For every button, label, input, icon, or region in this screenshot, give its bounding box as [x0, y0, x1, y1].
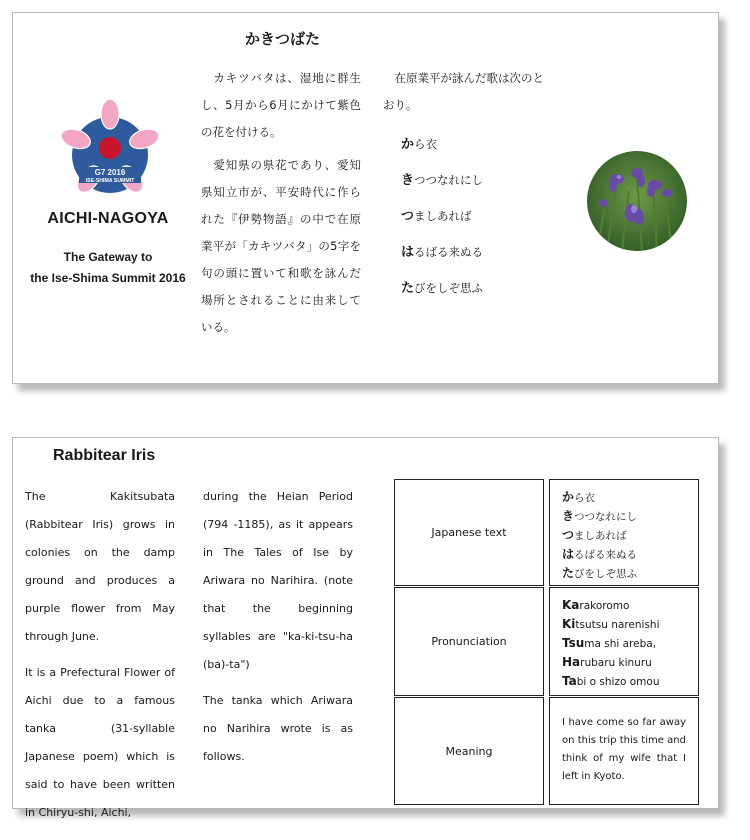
line-rest: rakoromo [579, 600, 630, 612]
gateway-line-1: The Gateway to [63, 250, 153, 264]
poem-line [401, 133, 483, 169]
line-head: た [562, 566, 575, 580]
english-body-column-2 [203, 483, 353, 779]
pronunciation-line [562, 672, 686, 691]
line-head: つ [562, 528, 575, 542]
g7-summit-logo [57, 98, 163, 204]
line-rest: つつなれにし [574, 511, 638, 523]
line-head: Tsu [562, 636, 585, 650]
pronunciation-line [562, 615, 686, 634]
poem-line-head: か [401, 137, 415, 152]
table-label-meaning: Meaning [394, 697, 544, 805]
poem-line [401, 241, 483, 277]
japanese-line [562, 564, 686, 583]
poem-line-rest: るばる来ぬる [414, 245, 484, 259]
meaning-text: I have come so far away on this trip this time and think of my wife that I left in Kyoto. [562, 717, 686, 782]
japanese-poem-intro: 在原業平が詠んだ歌は次のとおり。 [383, 71, 544, 112]
poem-line-rest: びをしぞ思ふ [414, 281, 484, 295]
japanese-info-card [12, 12, 719, 384]
line-head: Ta [562, 674, 577, 688]
japanese-line [562, 488, 686, 507]
line-rest: tsutsu narenishi [575, 619, 660, 631]
english-body-column-1 [25, 483, 175, 835]
line-rest: るばる来ぬる [574, 549, 638, 561]
poem-line-head: た [401, 281, 415, 296]
poem-line [401, 169, 483, 205]
line-head: Ka [562, 598, 580, 612]
poem-line-rest: ましあれば [414, 209, 472, 223]
english-title: Rabbitear Iris [53, 447, 156, 464]
gateway-caption [13, 247, 203, 289]
poem-line-head: き [401, 173, 415, 188]
table-label-japanese: Japanese text [394, 479, 544, 586]
japanese-poem [401, 133, 483, 313]
poem-line [401, 205, 483, 241]
logo-summit-text: ISE-SHIMA SUMMIT [85, 178, 135, 184]
line-head: き [562, 509, 575, 523]
city-title: AICHI-NAGOYA [47, 210, 169, 227]
line-rest: ら衣 [574, 492, 596, 504]
table-label-pronunciation: Pronunciation [394, 587, 544, 696]
japanese-paragraph-1: カキツバタは、湿地に群生し、5月から6月にかけて紫色の花を付ける。 [201, 71, 361, 139]
line-rest: rubaru kinuru [580, 657, 652, 669]
english-info-card [12, 437, 719, 819]
japanese-line [562, 545, 686, 564]
japanese-body-column [201, 65, 361, 347]
japanese-poem-column [383, 65, 553, 119]
english-paragraph: It is a Prefectural Flower of Aichi due to a famous tanka (31-syllable Japanese poem) which is said to have been written in Chiryu-shi, Aichi, [25, 666, 175, 819]
japanese-line [562, 526, 686, 545]
english-paragraph: The Kakitsubata (Rabbitear Iris) grows in colonies on the damp ground and produces a purple flower from May through June. [25, 490, 175, 643]
poem-line-head: つ [401, 209, 415, 224]
poem-line-head: は [401, 245, 415, 260]
line-rest: bi o shizo omou [576, 676, 660, 688]
english-paragraph: The tanka which Ariwara no Narihira wrote is as follows. [203, 694, 353, 763]
japanese-paragraph-2: 愛知県の県花であり、愛知県知立市が、平安時代に作られた『伊勢物語』の中で在原業平が「カキツバタ」の5字を句の頭に置いて和歌を詠んだ場所とされることに由来している。 [201, 158, 361, 334]
poem-line-rest: つつなれにし [414, 173, 484, 187]
line-head: Ha [562, 655, 581, 669]
table-cell-pronunciation [549, 587, 699, 696]
iris-flower-photo [587, 151, 687, 251]
japanese-title: かきつばた [245, 30, 321, 48]
poem-line [401, 277, 483, 313]
pronunciation-line [562, 634, 686, 653]
line-rest: ma shi areba, [584, 638, 657, 650]
line-head: Ki [562, 617, 576, 631]
line-rest: ましあれば [574, 530, 627, 542]
table-cell-japanese-text [549, 479, 699, 586]
line-head: は [562, 547, 575, 561]
table-cell-meaning [549, 697, 699, 805]
line-head: か [562, 490, 575, 504]
line-rest: びをしぞ思ふ [574, 568, 638, 580]
english-paragraph: during the Heian Period (794 -1185), as it appears in The Tales of Ise by Ariwara no Narihira. (note that the beginning syllables are "ka-ki-tsu-ha (ba)-ta") [203, 490, 353, 671]
pronunciation-line [562, 596, 686, 615]
japanese-line [562, 507, 686, 526]
pronunciation-line [562, 653, 686, 672]
logo-g7-text: G7 2016 [94, 168, 126, 177]
gateway-line-2: the Ise-Shima Summit 2016 [30, 271, 186, 285]
poem-line-rest: ら衣 [414, 137, 438, 151]
